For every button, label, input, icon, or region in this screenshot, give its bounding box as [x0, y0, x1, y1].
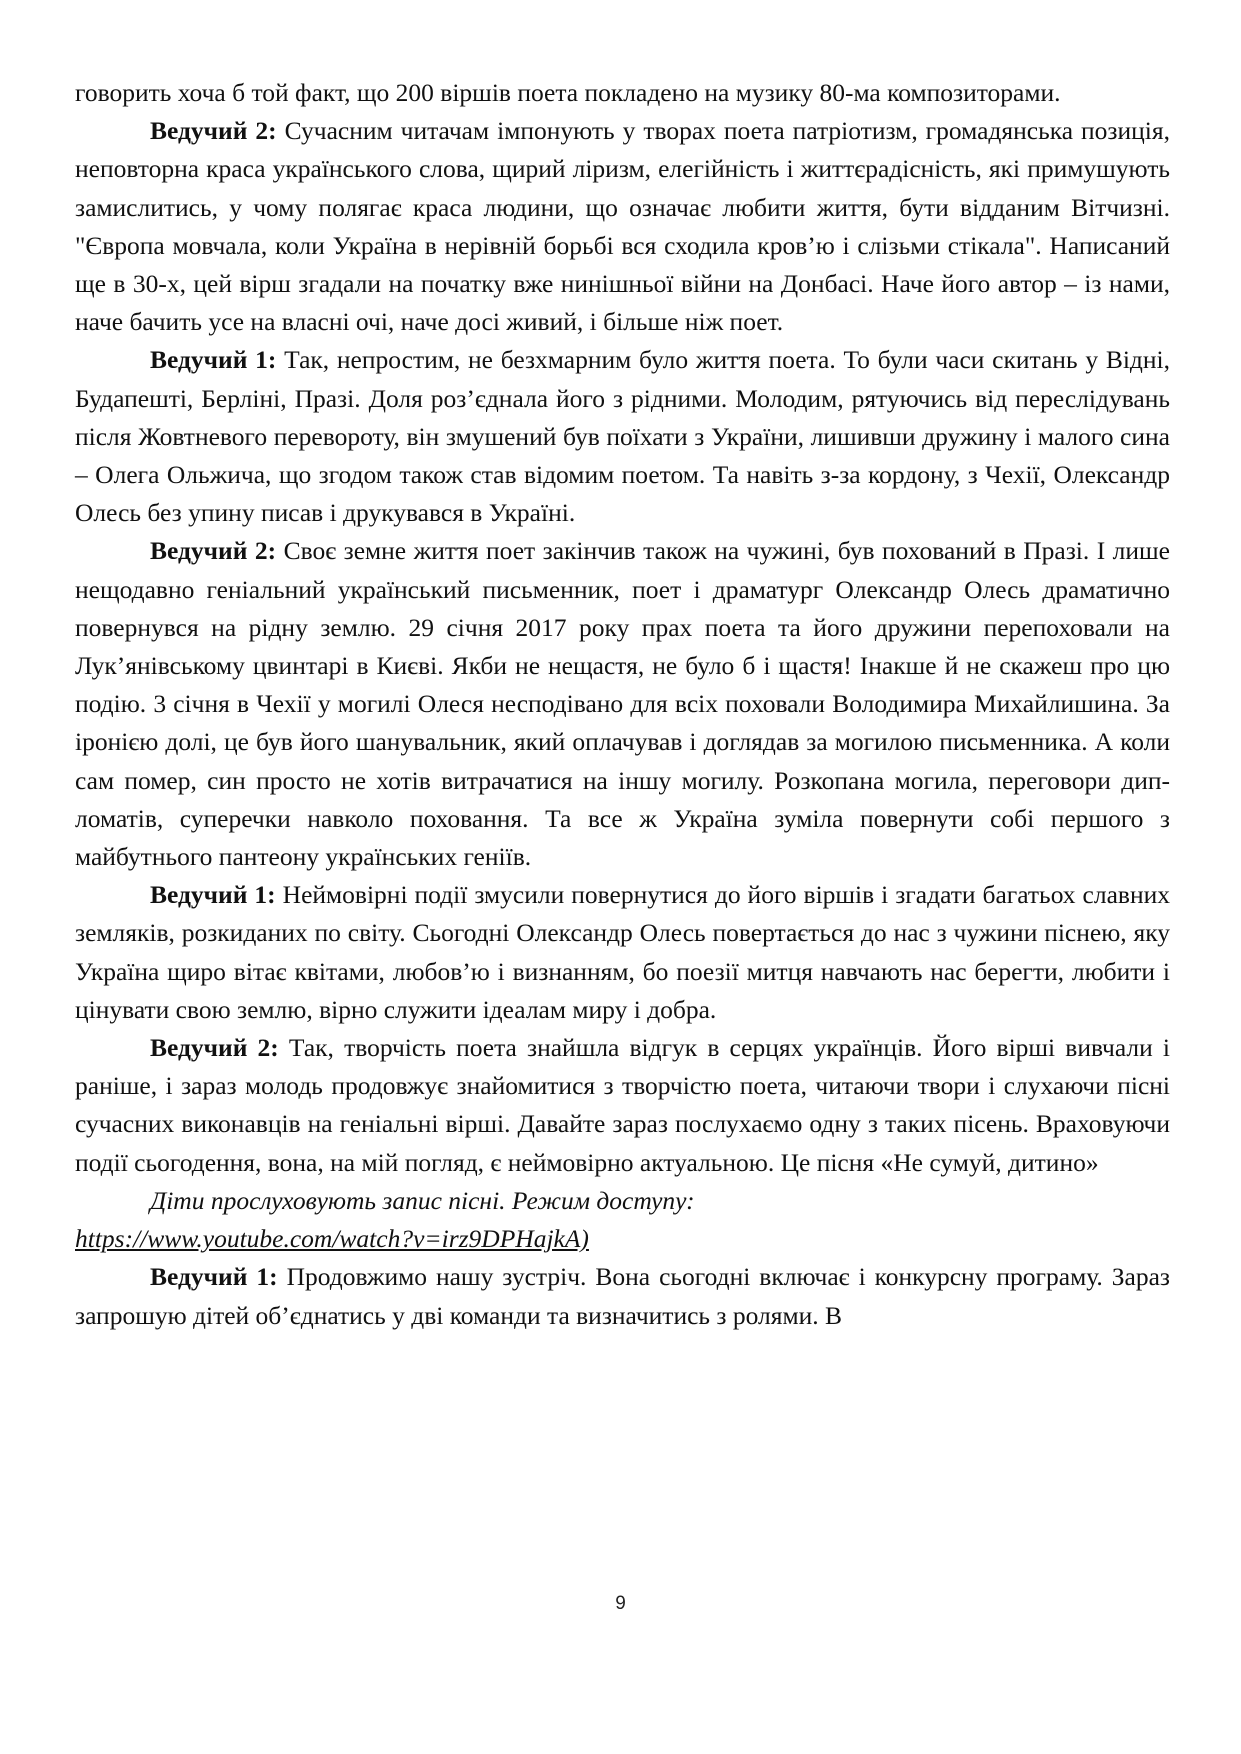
paragraph-text: Продовжимо нашу зустріч. Вона сьогодні включає і конкурсну програму. Зараз запрошую дітей об’єднатись у дві команди та визначитись з ролями. В	[75, 1262, 1170, 1330]
paragraph-text: Своє земне життя поет закінчив також на чужині, був похований в Празі. І лише нещодавно геніальний український письменник, поет і драматург Олександр Олесь драматично повернувся на рідну землю. 29 січня 2017 року прах поета та його дружини перепоховали на Лук’янівському цвинтарі в Києві. Якби не нещастя, не було б і щастя! Інакше й не скажеш про цю подію. 3 січня в Чехії у могилі Олеся несподівано для всіх поховали Володимира Михайлишина. За іронією долі, це був його шанувальник, який оплачував і доглядав за могилою письменника. А коли сам помер, син просто не хотів витрачатися на іншу могилу. Розкопана могила, переговори дипломатів, суперечки навколо поховання. Та все ж Україна зуміла повернути собі першого з майбутнього пантеону українських геніїв.	[75, 536, 1170, 872]
paragraph-text: Неймовірні події змусили повернутися до його віршів і згадати багатьох славних земляків, розкиданих по світу. Сьогодні Олександр Олесь повертається до нас з чужини піснею, яку Україна щиро вітає квітами, любов’ю і визнанням, бо поезії митця навчають нас берегти, любити і цінувати свою землю, вірно служити ідеалам миру і добра.	[75, 880, 1170, 1024]
paragraph-host1-contest	[75, 1258, 1170, 1334]
paragraph-host2-patriotism	[75, 112, 1170, 341]
stage-direction: Діти прослуховують запис пісні. Режим доступу:	[150, 1185, 695, 1215]
document-page	[75, 74, 1170, 1335]
youtube-link[interactable]: https://www.youtube.com/watch?v=irz9DPHajkA)	[75, 1224, 589, 1254]
page-number: 9	[615, 1593, 626, 1614]
continuation-text: говорить хоча б той факт, що 200 віршів поета покладено на музику 80-ма композиторами.	[75, 78, 1061, 107]
paragraph-text: Так, непростим, не безхмарним було життя поета. То були часи скитань у Відні, Будапешті, Берліні, Празі. Доля роз’єднала його з рідними. Молодим, рятуючись від переслідувань після Жовтневого перевороту, він змушений був поїхати з України, лишивши дружину і малого сина – Олега Ольжича, що згодом також став відомим поетом. Та навіть з-за кордону, з Чехії, Олександр Олесь без упину писав і друкувався в Україні.	[75, 345, 1170, 528]
paragraph-host1-wanderings	[75, 341, 1170, 532]
stage-link-line	[75, 1220, 1170, 1258]
speaker-label: Ведучий 1:	[150, 345, 277, 375]
paragraph-text: Сучасним читачам імпонують у творах поета патріотизм, громадянська позиція, неповторна краса українського слова, щирий ліризм, елегійність і життєрадісність, які примушують замислитись, у чому полягає краса людини, що означає любити життя, бути відданим Вітчизні. "Європа мовчала, коли Україна в нерівній борьбі вся сходила кров’ю і слізьми стікала". Написаний ще в 30-х, цей вірш згадали на початку вже нинішньої війни на Донбасі. Наче його автор – із нами, наче бачить усе на власні очі, наче досі живий, і більше ніж поет.	[75, 116, 1170, 337]
paragraph-host2-song	[75, 1029, 1170, 1182]
speaker-label: Ведучий 1:	[150, 880, 276, 910]
paragraph-host2-reburial	[75, 532, 1170, 876]
paragraph-text: Так, творчість поета знайшла відгук в серцях українців. Його вірші вивчали і раніше, і зараз молодь продовжує знайомитися з творчістю поета, читаючи твори і слухаючи пісні сучасних виконавців на геніальні вірші. Давайте зараз послухаємо одну з таких пісень. Враховуючи події сьогодення, вона, на мій погляд, є неймовірно актуальною. Це пісня «Не сумуй, дитино»	[75, 1033, 1170, 1177]
speaker-label: Ведучий 2:	[150, 116, 277, 146]
speaker-label: Ведучий 2:	[150, 536, 277, 566]
speaker-label: Ведучий 2:	[150, 1033, 279, 1063]
paragraph-host1-return	[75, 876, 1170, 1029]
speaker-label: Ведучий 1:	[150, 1262, 278, 1292]
